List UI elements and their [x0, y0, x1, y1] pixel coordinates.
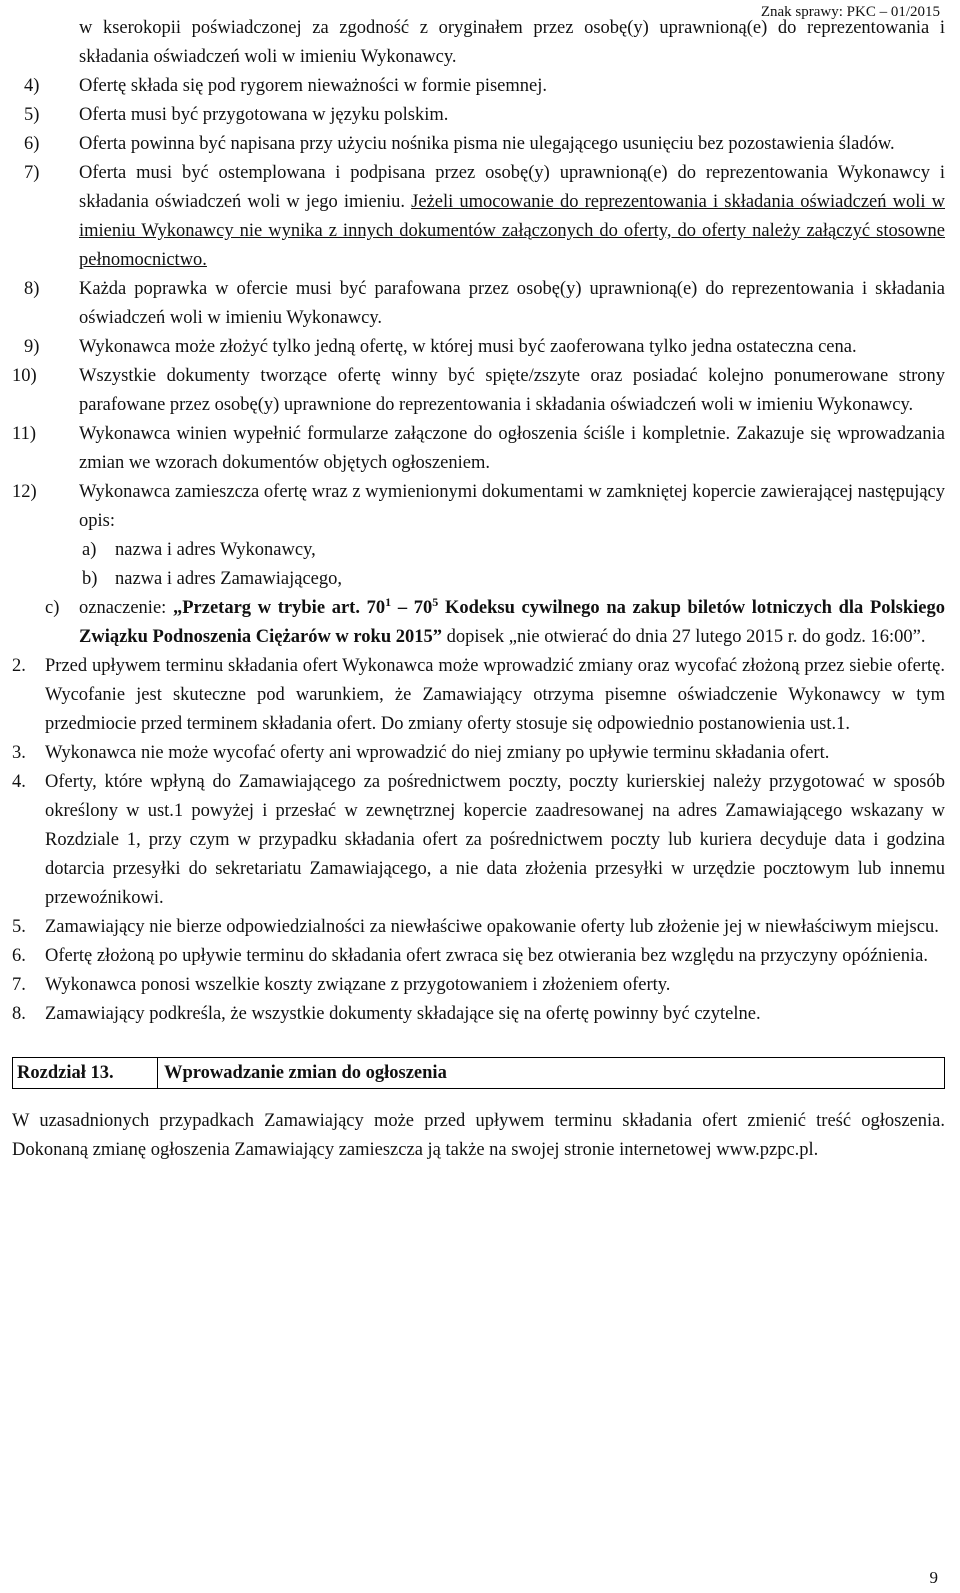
point-number: 4.: [12, 772, 26, 792]
sub-item-prefix: oznaczenie:: [79, 598, 173, 618]
list-number: 6): [24, 134, 40, 154]
chapter-title: Wprowadzanie zmian do ogłoszenia: [164, 1063, 447, 1083]
point-number: 5.: [12, 917, 26, 937]
point-8: [12, 1000, 945, 1029]
list-text: Oferta musi być ostemplowana i podpisana przez osobę(y) uprawnioną(e) do reprezentowania Wykonawcy i składania oświadczeń woli w jego imieniu.: [79, 163, 945, 212]
closing-paragraph: W uzasadnionych przypadkach Zamawiający może przed upływem terminu składania ofert zmienić treść ogłoszenia. Dokonaną zmianę ogłoszenia Zamawiający zamieszcza ją także na swojej stronie internetowej www.pzpc.pl.: [12, 1111, 945, 1160]
list-number: 4): [24, 76, 40, 96]
point-text: Ofertę złożoną po upływie terminu do składania ofert zwraca się bez otwierania bez względu na przyczyny opóźnienia.: [45, 946, 928, 966]
list-number: 9): [24, 337, 40, 357]
point-text: Zamawiający nie bierze odpowiedzialności za niewłaściwe opakowanie oferty lub złożenie jej w niewłaściwym miejscu.: [45, 917, 939, 937]
sub-item-text: nazwa i adres Wykonawcy,: [115, 540, 316, 560]
point-number: 3.: [12, 743, 26, 763]
list-text: Ofertę składa się pod rygorem nieważności w formie pisemnej.: [79, 76, 548, 96]
chapter-header: [12, 1057, 945, 1089]
point-number: 8.: [12, 1004, 26, 1024]
superscript-5: 5: [432, 595, 439, 609]
sub-item-b: [12, 565, 945, 594]
list-item-10: [12, 362, 945, 420]
point-3: [12, 739, 945, 768]
sub-item-c: [12, 594, 945, 652]
tender-title-a: „Przetarg w trybie art. 70: [172, 598, 386, 618]
point-text: Przed upływem terminu składania ofert Wykonawca może wprowadzić zmiany oraz wycofać złożoną przez siebie ofertę. Wycofanie jest skuteczne pod warunkiem, że Zamawiający otrzyma pisemne oświadczenie Wykonawcy w tym przedmiocie przed terminem składania ofert. Do zmiany oferty stosuje się odpowiednio postanowienia ust.1.: [45, 656, 945, 734]
list-number: 7): [24, 163, 40, 183]
point-text: Zamawiający podkreśla, że wszystkie dokumenty składające się na ofertę powinny być czytelne.: [45, 1004, 761, 1024]
list-number: 10): [12, 366, 37, 386]
list-item-5: [12, 101, 945, 130]
list-item-11: [12, 420, 945, 478]
list-item-4: [12, 72, 945, 101]
list-number: 12): [12, 482, 37, 502]
point-text: Wykonawca nie może wycofać oferty ani wprowadzić do niej zmiany po upływie terminu składania ofert.: [45, 743, 830, 763]
point-text: Wykonawca ponosi wszelkie koszty związane z przygotowaniem i złożeniem oferty.: [45, 975, 671, 995]
list-text: Wykonawca może złożyć tylko jedną ofertę, w której musi być zaoferowana tylko jedna ostateczna cena.: [79, 337, 857, 357]
list-text: Wszystkie dokumenty tworzące ofertę winny być spięte/zszyte oraz posiadać kolejno ponumerowane strony parafowane przez osobę(y) uprawnione do reprezentowania i składania oświadczeń woli w imieniu Wykonawcy.: [79, 366, 945, 415]
list-item-9: [12, 333, 945, 362]
list-number: 11): [12, 424, 36, 444]
page-number: 9: [929, 1568, 938, 1587]
list-text: Oferta musi być przygotowana w języku polskim.: [79, 105, 449, 125]
point-7: [12, 971, 945, 1000]
point-6: [12, 942, 945, 971]
tender-title-b: – 70: [391, 598, 433, 618]
list-item-6: [12, 130, 945, 159]
list-item-7: [12, 159, 945, 275]
sub-item-text: nazwa i adres Zamawiającego,: [115, 569, 343, 589]
continuation-text: w kserokopii poświadczonej za zgodność z oryginałem przez osobę(y) uprawnioną(e) do reprezentowania i składania oświadczeń woli w imieniu Wykonawcy.: [79, 18, 945, 67]
point-number: 2.: [12, 656, 26, 676]
case-number: Znak sprawy: PKC – 01/2015: [760, 4, 940, 20]
list-text: Wykonawca zamieszcza ofertę wraz z wymienionymi dokumentami w zamkniętej kopercie zawierającej następujący opis:: [79, 482, 945, 531]
point-4: [12, 768, 945, 913]
list-number: 8): [24, 279, 40, 299]
sub-item-suffix: dopisek „nie otwierać do dnia 27 lutego 2015 r. do godz. 16:00”.: [442, 627, 926, 647]
tender-title-c: Kodeksu cywilnego na zakup biletów lotniczych dla Polskiego Związku Podnoszenia Ciężarów w roku 2015”: [79, 598, 946, 647]
superscript-1: 1: [385, 595, 392, 609]
list-item-8: [12, 275, 945, 333]
document-page: [12, 14, 945, 1165]
point-number: 6.: [12, 946, 26, 966]
sub-item-letter: b): [82, 569, 98, 589]
point-5: [12, 913, 945, 942]
list-text-underlined: Jeżeli umocowanie do reprezentowania i składania oświadczeń woli w imieniu Wykonawcy nie wynika z innych dokumentów załączonych do oferty, do oferty należy załączyć stosowne pełnomocnictwo.: [79, 192, 946, 270]
list-item-12: [12, 478, 945, 536]
list-text: Każda poprawka w ofercie musi być parafowana przez osobę(y) uprawnioną(e) do reprezentowania i składania oświadczeń woli w imieniu Wykonawcy.: [79, 279, 945, 328]
sub-item-letter: a): [82, 540, 97, 560]
sub-item-a: [12, 536, 945, 565]
list-text: Oferta powinna być napisana przy użyciu nośnika pisma nie ulegającego usunięciu bez pozostawienia śladów.: [79, 134, 895, 154]
point-number: 7.: [12, 975, 26, 995]
chapter-number: Rozdział 13.: [13, 1058, 158, 1088]
point-text: Oferty, które wpłyną do Zamawiającego za pośrednictwem poczty, poczty kurierskiej należy przygotować w sposób określony w ust.1 powyżej i przesłać w zewnętrznej kopercie zaadresowanej na adres Zamawiającego wskazany w Rozdziale 1, przy czym w przypadku składania ofert za pośrednictwem poczty lub kuriera decyduje data i godzina dotarcia przesyłki do sekretariatu Zamawiającego, a nie data złożenia przesyłki w urzędzie pocztowym lub innemu przewoźnikowi.: [45, 772, 945, 908]
point-2: [12, 652, 945, 739]
list-text: Wykonawca winien wypełnić formularze załączone do ogłoszenia ściśle i kompletnie. Zakazuje się wprowadzania zmian we wzorach dokumentów objętych ogłoszeniem.: [79, 424, 945, 473]
list-number: 5): [24, 105, 40, 125]
sub-item-letter: c): [45, 598, 60, 618]
